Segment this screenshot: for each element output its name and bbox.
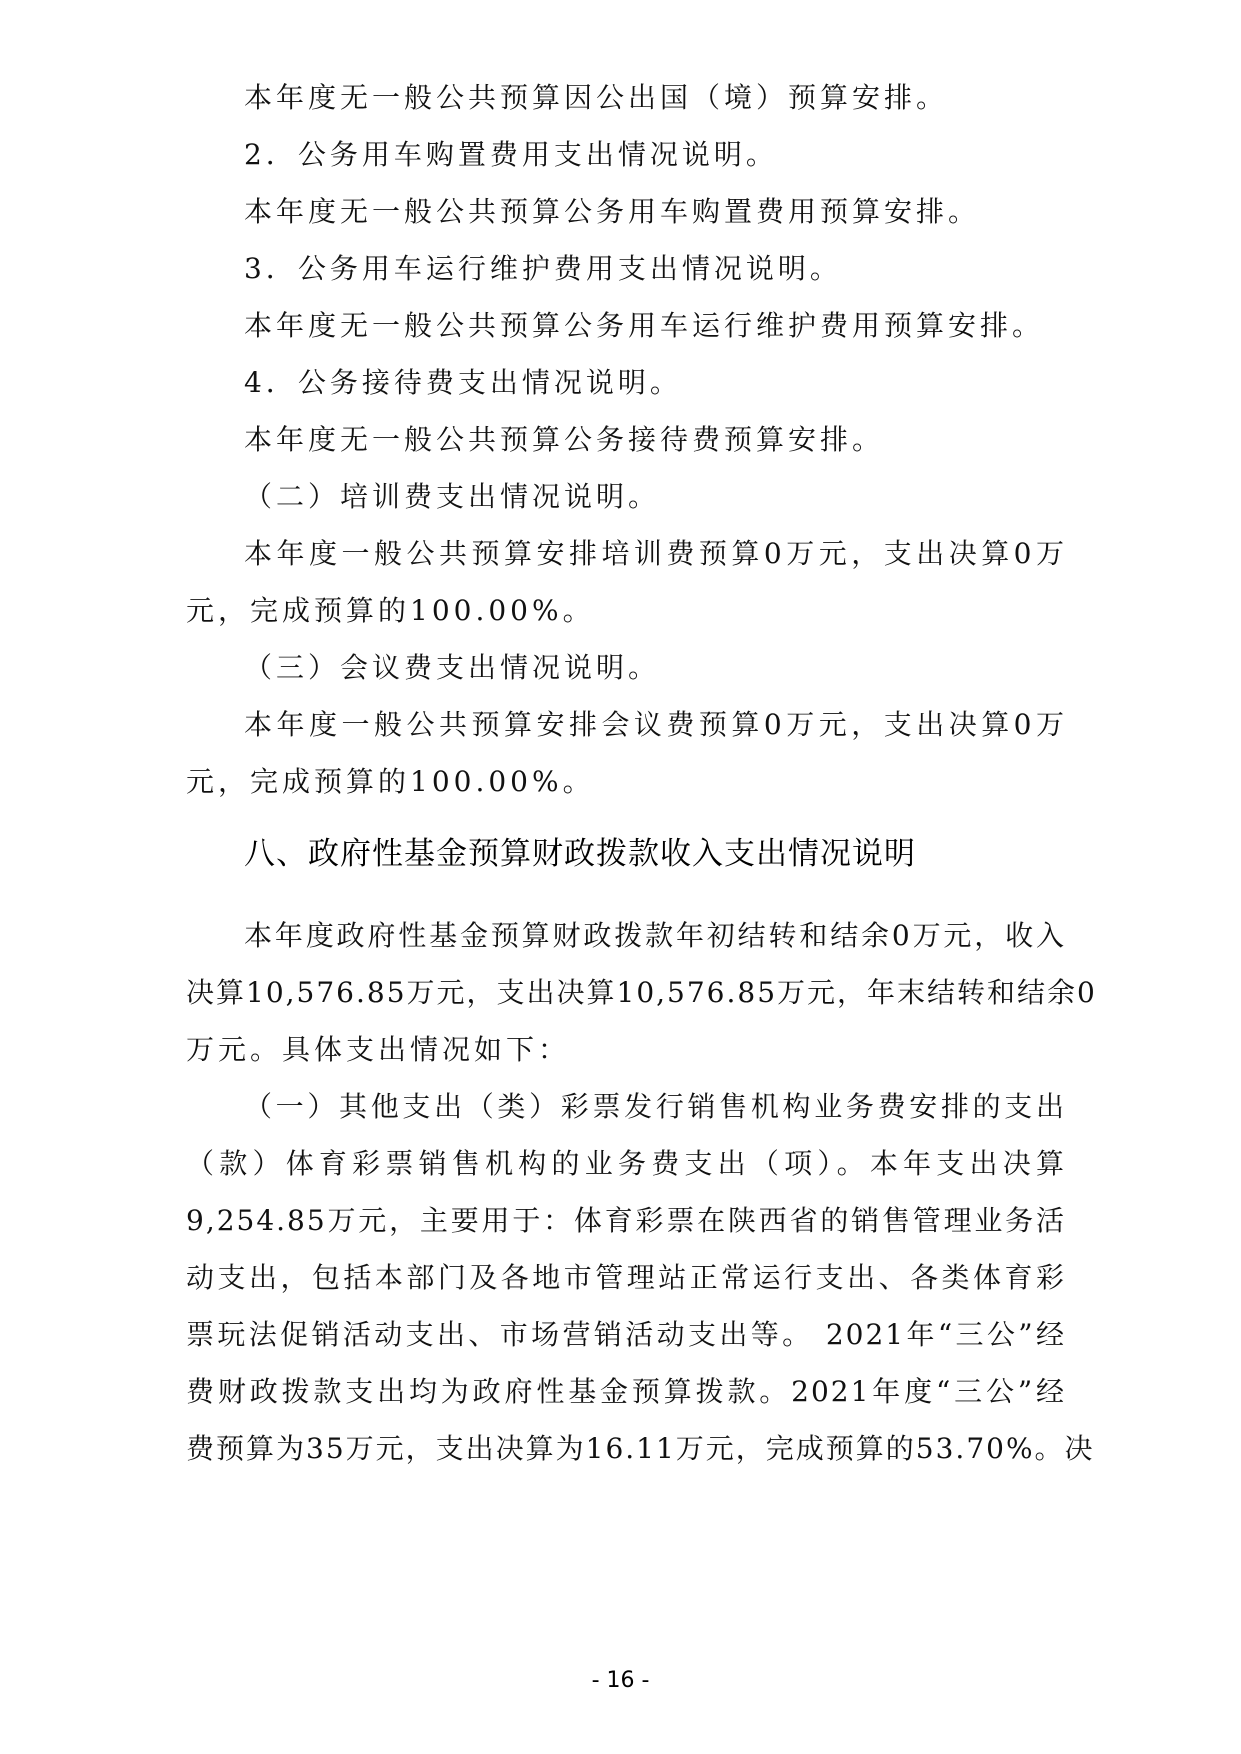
paragraph-line: 9,254.85万元，主要用于：体育彩票在陕西省的销售管理业务活 (186, 1204, 1066, 1237)
paragraph-line: （二）培训费支出情况说明。 (244, 480, 661, 513)
paragraph-line: 费预算为35万元，支出决算为16.11万元，完成预算的53.70%。决 (186, 1432, 1095, 1465)
paragraph-line: 元，完成预算的100.00%。 (186, 765, 595, 798)
paragraph-line: （款）体育彩票销售机构的业务费支出（项）。本年支出决算 (186, 1147, 1066, 1180)
paragraph-line: 3．公务用车运行维护费用支出情况说明。 (244, 252, 842, 285)
paragraph-line: 元，完成预算的100.00%。 (186, 594, 595, 627)
paragraph-line: 本年度一般公共预算安排会议费预算0万元，支出决算0万 (244, 708, 1066, 741)
paragraph-line: 2．公务用车购置费用支出情况说明。 (244, 138, 778, 171)
paragraph-line: 4．公务接待费支出情况说明。 (244, 366, 682, 399)
page-number: - 16 - (591, 1668, 650, 1693)
paragraph-line: 决算10,576.85万元，支出决算10,576.85万元，年末结转和结余0 (186, 976, 1097, 1009)
section-heading: 八、政府性基金预算财政拨款收入支出情况说明 (244, 836, 916, 872)
paragraph-line: 本年度政府性基金预算财政拨款年初结转和结余0万元，收入 (244, 919, 1066, 952)
paragraph-line: 本年度无一般公共预算因公出国（境）预算安排。 (244, 81, 949, 114)
paragraph-line: 本年度无一般公共预算公务用车购置费用预算安排。 (244, 195, 981, 228)
paragraph-line: 本年度无一般公共预算公务接待费预算安排。 (244, 423, 885, 456)
paragraph-line: （三）会议费支出情况说明。 (244, 651, 661, 684)
paragraph-line: 本年度一般公共预算安排培训费预算0万元，支出决算0万 (244, 537, 1066, 570)
paragraph-line: 本年度无一般公共预算公务用车运行维护费用预算安排。 (244, 309, 1045, 342)
paragraph-line: （一）其他支出（类）彩票发行销售机构业务费安排的支出 (244, 1090, 1066, 1123)
paragraph-line: 动支出，包括本部门及各地市管理站正常运行支出、各类体育彩 (186, 1261, 1066, 1294)
paragraph-line: 万元。具体支出情况如下： (186, 1033, 571, 1066)
paragraph-line: 票玩法促销活动支出、市场营销活动支出等。 2021年“三公”经 (186, 1318, 1066, 1351)
paragraph-line: 费财政拨款支出均为政府性基金预算拨款。2021年度“三公”经 (186, 1375, 1066, 1408)
